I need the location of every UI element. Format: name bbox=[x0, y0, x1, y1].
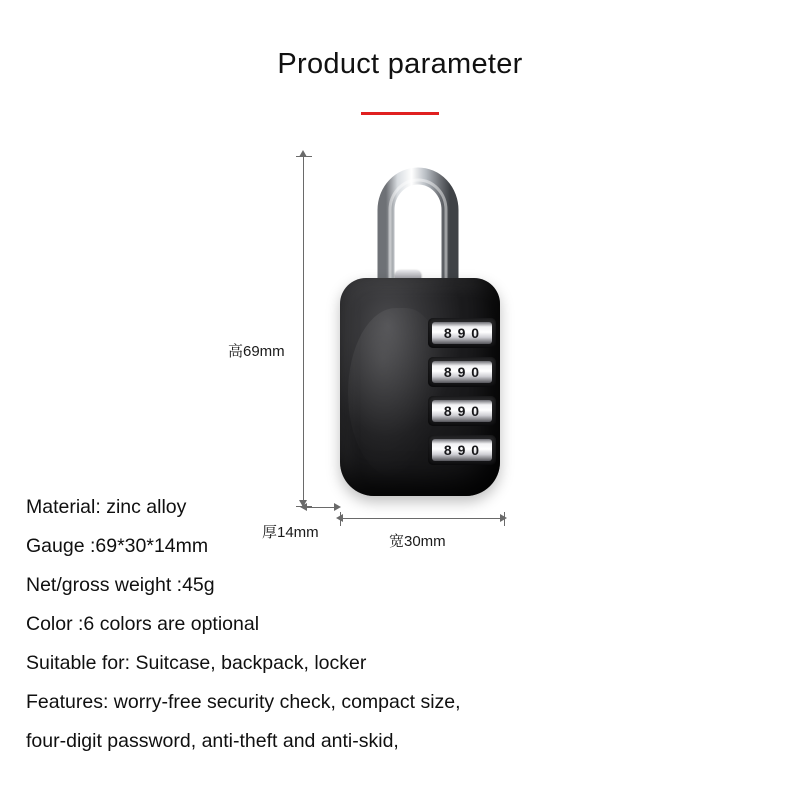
specs-list bbox=[26, 488, 786, 761]
dial-wheel[interactable] bbox=[428, 396, 496, 426]
dial-wheel[interactable] bbox=[428, 318, 496, 348]
dial-digits: 8 9 0 bbox=[432, 322, 492, 344]
spec-item-weight: Net/gross weight :45g bbox=[26, 574, 215, 596]
spec-item-color: Color :6 colors are optional bbox=[26, 613, 260, 635]
dial-digits: 8 9 0 bbox=[432, 361, 492, 383]
title-underline-rule bbox=[361, 112, 439, 115]
dial-digits: 8 9 0 bbox=[432, 400, 492, 422]
thickness-dimension-label: 厚14mm bbox=[262, 524, 319, 541]
height-tick-top bbox=[296, 156, 312, 157]
page-title: Product parameter bbox=[277, 48, 523, 80]
spec-item-gauge: Gauge :69*30*14mm bbox=[26, 535, 209, 557]
spec-item-features-line2: four-digit password, anti-theft and anti-skid, bbox=[26, 730, 399, 752]
dial-digits: 8 9 0 bbox=[432, 439, 492, 461]
spec-item-suitable-for: Suitable for: Suitcase, backpack, locker bbox=[26, 652, 367, 674]
dial-wheel[interactable] bbox=[428, 435, 496, 465]
spec-item-material: Material: zinc alloy bbox=[26, 496, 187, 518]
height-dimension-label: 高69mm bbox=[228, 343, 285, 360]
combination-dial-stack[interactable] bbox=[428, 318, 496, 474]
dial-wheel[interactable] bbox=[428, 357, 496, 387]
spec-item-features-line1: Features: worry-free security check, compact size, bbox=[26, 691, 461, 713]
height-dimension-line bbox=[303, 156, 304, 506]
width-dimension-label: 宽30mm bbox=[389, 533, 446, 550]
